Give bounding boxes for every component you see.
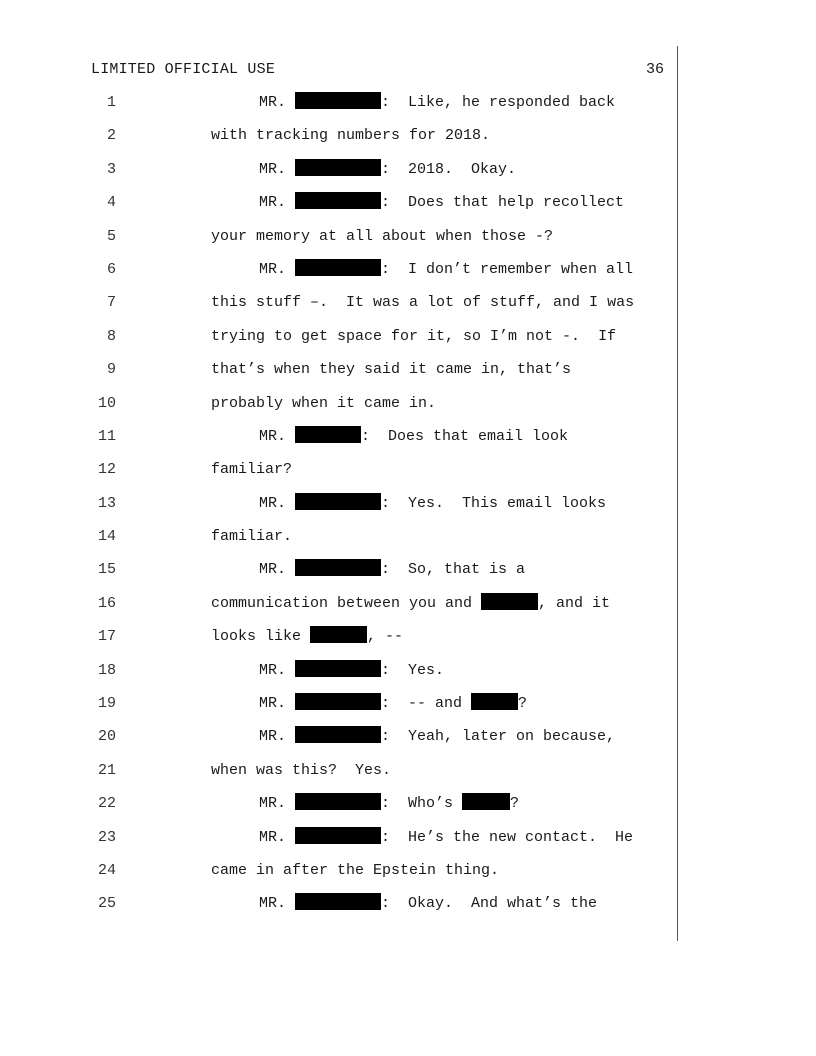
line-text xyxy=(211,290,634,316)
transcript-line xyxy=(0,891,816,924)
text-segment: : Yes. This email looks xyxy=(381,494,607,512)
text-segment: : Yes. xyxy=(381,661,445,679)
line-text xyxy=(259,557,525,583)
text-segment: : Does that email look xyxy=(361,427,569,445)
text-segment: MR. xyxy=(259,494,296,512)
transcript-line xyxy=(0,224,816,257)
text-segment: MR. xyxy=(259,160,296,178)
redaction-box xyxy=(295,493,381,510)
redaction-box xyxy=(295,92,381,109)
line-number: 16 xyxy=(97,594,116,612)
line-text xyxy=(259,157,516,183)
text-segment: : Yeah, later on because, xyxy=(381,728,616,746)
transcript-line xyxy=(0,324,816,357)
line-text xyxy=(211,324,616,350)
line-number: 9 xyxy=(106,361,116,379)
text-segment: MR. xyxy=(259,260,296,278)
line-text xyxy=(211,457,292,483)
redaction-box xyxy=(310,626,367,643)
text-segment: : So, that is a xyxy=(381,561,526,579)
text-segment: : Like, he responded back xyxy=(381,94,616,111)
text-segment: familiar? xyxy=(211,461,293,479)
text-segment: when was this? Yes. xyxy=(211,761,392,779)
line-number: 13 xyxy=(97,494,116,512)
line-number: 2 xyxy=(106,127,116,145)
text-segment: ? xyxy=(510,795,520,813)
transcript-line xyxy=(0,424,816,457)
text-segment: MR. xyxy=(259,194,296,212)
redaction-box xyxy=(481,593,538,610)
line-text xyxy=(259,891,597,917)
line-text xyxy=(259,691,527,717)
line-text xyxy=(211,624,403,650)
line-number: 1 xyxy=(106,94,116,111)
transcript-line xyxy=(0,724,816,757)
text-segment: : He’s the new contact. He xyxy=(381,828,634,846)
line-text xyxy=(211,858,499,884)
transcript-line xyxy=(0,791,816,824)
transcript-line xyxy=(0,591,816,624)
line-number: 22 xyxy=(97,795,116,813)
line-number: 15 xyxy=(97,561,116,579)
line-number: 17 xyxy=(97,628,116,646)
redaction-box xyxy=(295,726,381,743)
transcript-line xyxy=(0,858,816,891)
line-number: 11 xyxy=(97,427,116,445)
transcript-line xyxy=(0,557,816,590)
line-number: 4 xyxy=(106,194,116,212)
redaction-box xyxy=(295,426,361,443)
text-segment: came in after the Epstein thing. xyxy=(211,861,500,879)
transcript-line xyxy=(0,758,816,791)
text-segment: this stuff –. It was a lot of stuff, and I was xyxy=(211,294,635,312)
line-number: 20 xyxy=(97,728,116,746)
text-segment: MR. xyxy=(259,695,296,713)
text-segment: : -- and xyxy=(381,695,472,713)
line-text xyxy=(211,224,553,250)
redaction-box xyxy=(295,827,381,844)
transcript-line xyxy=(0,457,816,490)
redaction-box xyxy=(295,893,381,910)
text-segment: MR. xyxy=(259,94,296,111)
redaction-box xyxy=(295,660,381,677)
line-number: 10 xyxy=(97,394,116,412)
line-number: 6 xyxy=(106,260,116,278)
page-number: 36 xyxy=(646,61,665,78)
redaction-box xyxy=(295,559,381,576)
line-text xyxy=(211,123,490,149)
line-text xyxy=(211,357,571,383)
line-number: 18 xyxy=(97,661,116,679)
line-number: 5 xyxy=(106,227,116,245)
line-number: 12 xyxy=(97,461,116,479)
transcript-line xyxy=(0,391,816,424)
text-segment: MR. xyxy=(259,561,296,579)
line-text xyxy=(259,190,624,216)
redaction-box xyxy=(295,693,381,710)
transcript-line xyxy=(0,491,816,524)
transcript-line xyxy=(0,691,816,724)
text-segment: : Does that help recollect xyxy=(381,194,625,212)
line-text xyxy=(259,825,633,851)
text-segment: MR. xyxy=(259,661,296,679)
text-segment: MR. xyxy=(259,728,296,746)
transcript-line xyxy=(0,90,816,123)
classification-header: LIMITED OFFICIAL USE xyxy=(91,61,276,78)
text-segment: , -- xyxy=(367,628,404,646)
line-number: 23 xyxy=(97,828,116,846)
line-text xyxy=(211,391,436,417)
text-segment: MR. xyxy=(259,427,296,445)
text-segment: MR. xyxy=(259,795,296,813)
text-segment: : 2018. Okay. xyxy=(381,160,517,178)
transcript-line xyxy=(0,658,816,691)
text-segment: : I don’t remember when all xyxy=(381,260,634,278)
redaction-box xyxy=(471,693,518,710)
line-text xyxy=(259,90,615,116)
redaction-box xyxy=(295,159,381,176)
line-number: 21 xyxy=(97,761,116,779)
line-text xyxy=(259,257,633,283)
transcript-line xyxy=(0,825,816,858)
transcript-line xyxy=(0,357,816,390)
text-segment: MR. xyxy=(259,828,296,846)
text-segment: looks like xyxy=(211,628,311,646)
transcript-line xyxy=(0,624,816,657)
line-text xyxy=(211,758,391,784)
text-segment: probably when it came in. xyxy=(211,394,437,412)
line-text xyxy=(211,591,610,617)
text-segment: MR. xyxy=(259,895,296,913)
line-number: 7 xyxy=(106,294,116,312)
transcript-lines xyxy=(0,90,816,925)
line-text xyxy=(259,724,615,750)
transcript-line xyxy=(0,123,816,156)
line-number: 8 xyxy=(106,327,116,345)
transcript-line xyxy=(0,190,816,223)
text-segment: communication between you and xyxy=(211,594,482,612)
line-text xyxy=(259,491,606,517)
redaction-box xyxy=(462,793,510,810)
transcript-line xyxy=(0,524,816,557)
text-segment: trying to get space for it, so I’m not -. If xyxy=(211,327,617,345)
text-segment: ? xyxy=(518,695,528,713)
transcript-line xyxy=(0,257,816,290)
line-text xyxy=(259,424,568,450)
text-segment: familiar. xyxy=(211,528,293,546)
redaction-box xyxy=(295,192,381,209)
line-text xyxy=(259,791,519,817)
line-text xyxy=(259,658,444,684)
redaction-box xyxy=(295,259,381,276)
line-number: 19 xyxy=(97,695,116,713)
text-segment: : Okay. And what’s the xyxy=(381,895,598,913)
line-number: 24 xyxy=(97,861,116,879)
redaction-box xyxy=(295,793,381,810)
line-number: 14 xyxy=(97,528,116,546)
text-segment: your memory at all about when those -? xyxy=(211,227,554,245)
text-segment: , and it xyxy=(538,594,611,612)
transcript-line xyxy=(0,290,816,323)
line-number: 25 xyxy=(97,895,116,913)
line-text xyxy=(211,524,292,550)
line-number: 3 xyxy=(106,160,116,178)
transcript-line xyxy=(0,157,816,190)
text-segment: : Who’s xyxy=(381,795,463,813)
text-segment: that’s when they said it came in, that’s xyxy=(211,361,572,379)
text-segment: with tracking numbers for 2018. xyxy=(211,127,491,145)
